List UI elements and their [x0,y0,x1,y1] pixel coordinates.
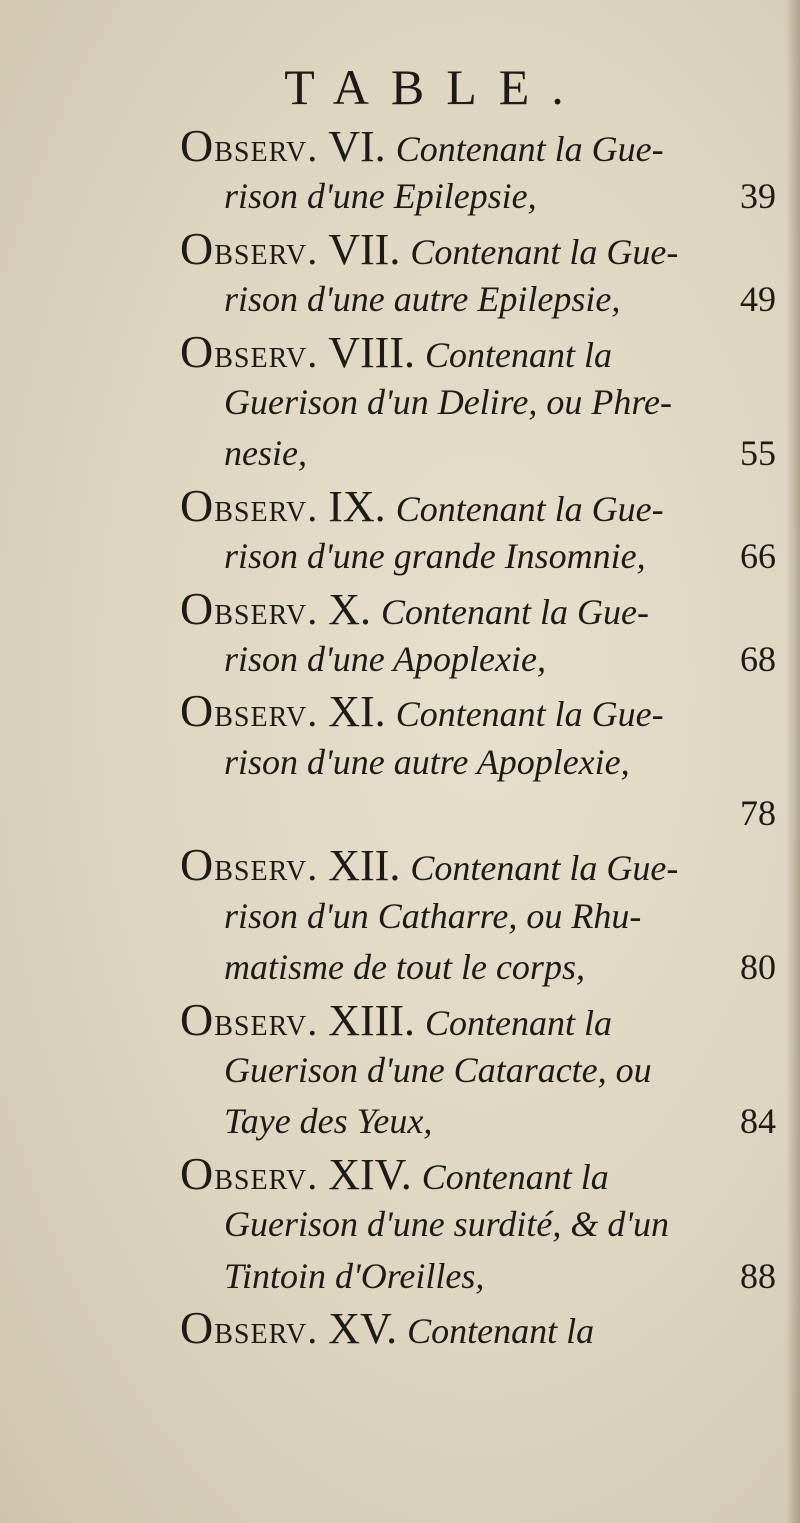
toc-entry-heading [180,326,792,377]
toc-entry-continuation [180,1199,792,1250]
toc-entry-continuation [180,531,792,582]
observation-number: VIII. [328,327,415,377]
toc-entry-continuation [180,428,792,479]
entry-description: nesie, [224,433,307,474]
page-number: 68 [740,638,776,679]
entry-description: Contenant la [421,1156,609,1197]
toc-entry-heading [180,1148,792,1199]
observation-label: Observ. [180,479,319,531]
observation-number: XI. [328,687,386,737]
observation-number: XII. [328,841,401,891]
observation-label: Observ. [180,582,319,634]
toc-entry-heading [180,685,792,736]
entry-description: matisme de tout le corps, [224,947,585,988]
entry-description: rison d'une autre Apoplexie, [224,741,630,782]
page-title: TABLE. [284,59,586,115]
observation-number: XV. [328,1303,398,1353]
entry-description: Contenant la Gue- [410,848,679,889]
entry-description: Contenant la Gue- [395,129,664,169]
observation-label: Observ. [180,325,319,377]
entry-description: Contenant la Gue- [410,231,679,272]
entry-description: Contenant la Gue- [395,694,664,735]
entry-description: rison d'un Catharre, ou Rhu- [224,895,642,936]
page-number: 80 [740,947,776,988]
entry-description: Contenant la [424,334,612,375]
toc-entry-continuation [180,788,792,839]
toc-entry-continuation [180,171,792,222]
table-of-contents [180,120,792,1353]
observation-number: XIV. [328,1149,412,1199]
entry-description: Tintoin d'Oreilles, [224,1255,485,1296]
observation-number: X. [328,584,372,634]
entry-description: Contenant la Gue- [395,488,664,529]
observation-label: Observ. [180,120,319,171]
toc-entry-continuation [180,634,792,685]
toc-entry-heading [180,120,792,171]
entry-description: rison d'une autre Epilepsie, [224,279,621,320]
page-number: 49 [740,279,776,320]
observation-number: VI. [328,122,386,171]
entry-description: rison d'une grande Insomnie, [224,536,646,577]
observation-label: Observ. [180,1301,319,1353]
entry-description: Guerison d'une surdité, & d'un [224,1204,670,1245]
toc-entry-continuation [180,1251,792,1302]
observation-number: IX. [328,481,386,531]
toc-entry-heading [180,994,792,1045]
observation-label: Observ. [180,1147,319,1199]
page-number: 84 [740,1101,776,1142]
page-number: 88 [740,1255,776,1296]
page-number: 39 [740,176,776,217]
entry-description: rison d'une Epilepsie, [224,176,537,217]
toc-entry-heading [180,839,792,890]
toc-entry-heading [180,480,792,531]
observation-label: Observ. [180,993,319,1045]
observation-label: Observ. [180,839,319,891]
toc-entry-continuation [180,737,792,788]
entry-description: Contenant la [407,1310,595,1351]
page-number: 66 [740,536,776,577]
entry-description: Guerison d'un Delire, ou Phre- [224,381,672,422]
entry-description: Contenant la [424,1002,612,1043]
observation-number: VII. [328,224,401,274]
entry-description: Guerison d'une Cataracte, ou [224,1050,652,1091]
entry-description: Contenant la Gue- [381,591,649,632]
toc-entry-continuation [180,891,792,942]
toc-entry-heading [180,1302,792,1353]
toc-entry-continuation [180,942,792,993]
toc-entry-heading [180,223,792,274]
toc-entry-continuation [180,274,792,325]
page-number: 78 [740,793,776,834]
observation-number: XIII. [328,995,415,1045]
page-number: 55 [740,433,776,474]
toc-entry-continuation [180,1045,792,1096]
entry-description: Taye des Yeux, [224,1101,433,1142]
toc-entry-continuation [180,377,792,428]
toc-entry-continuation [180,1096,792,1147]
observation-label: Observ. [180,222,319,274]
observation-label: Observ. [180,685,319,737]
toc-entry-heading [180,583,792,634]
entry-description: rison d'une Apoplexie, [224,638,546,679]
